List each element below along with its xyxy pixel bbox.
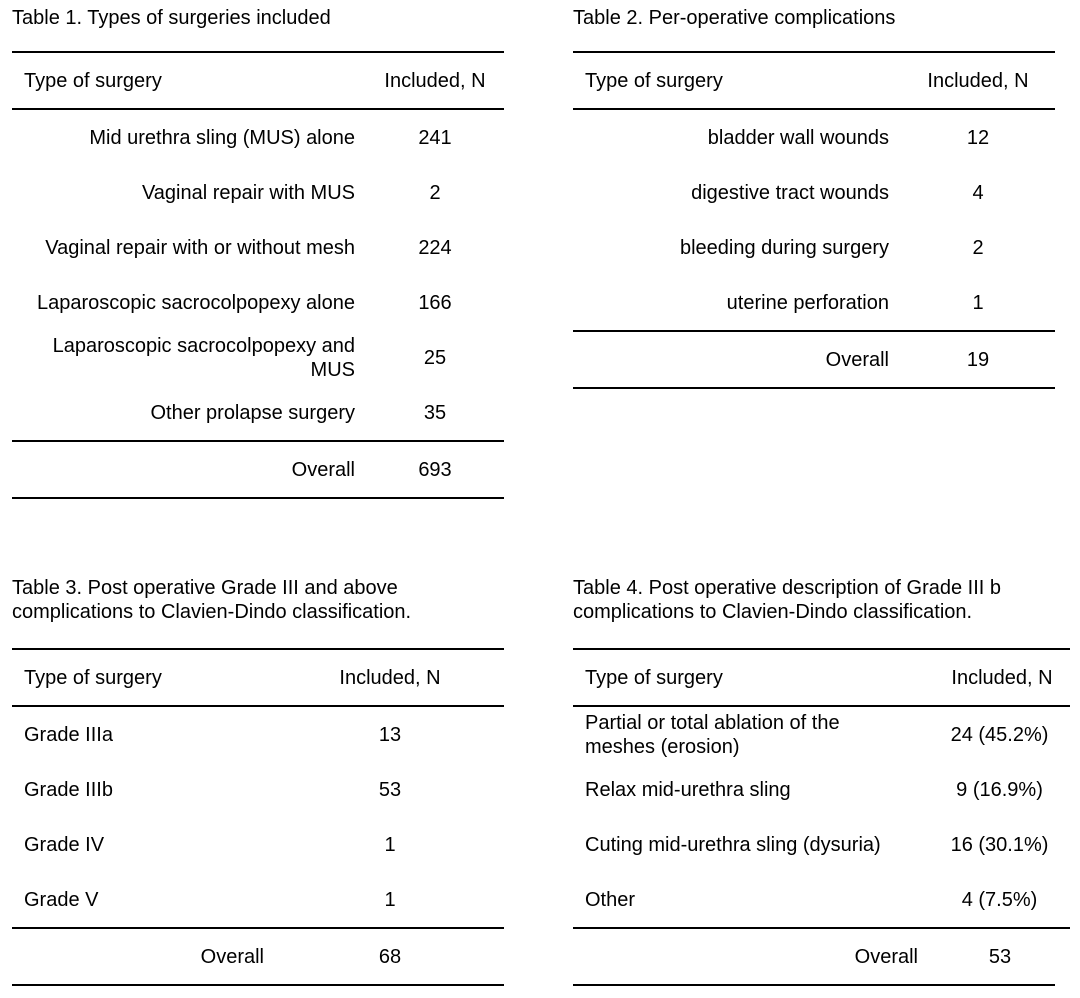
table-bottom-rule	[573, 387, 1055, 389]
total-value: 53	[988, 945, 1012, 968]
total-label: Overall	[825, 348, 889, 371]
row-value: 224	[418, 236, 452, 259]
total-label: Overall	[200, 945, 264, 968]
row-value: 1	[384, 833, 396, 856]
row-value: 4 (7.5%)	[961, 888, 1038, 911]
table-1	[12, 6, 504, 502]
total-label: Overall	[291, 458, 355, 481]
table-caption: Table 3. Post operative Grade III and above complications to Clavien-Dindo classification.	[12, 577, 412, 623]
row-value: 166	[418, 291, 452, 314]
row-label: uterine perforation	[726, 291, 889, 314]
row-label: digestive tract wounds	[691, 181, 889, 204]
row-value: 9 (16.9%)	[956, 778, 1043, 801]
table-bottom-rule	[573, 984, 1055, 986]
row-label: Laparoscopic sacrocolpopexy alone	[37, 291, 355, 314]
header-label: Type of surgery	[585, 666, 723, 689]
row-label: Vaginal repair with MUS	[141, 181, 355, 204]
header-value: Included, N	[339, 666, 441, 689]
table-caption: Table 2. Per-operative complications	[573, 7, 896, 29]
header-value: Included, N	[951, 666, 1053, 689]
row-value: 12	[966, 126, 990, 149]
total-value: 693	[418, 458, 452, 481]
row-value: 24 (45.2%)	[950, 723, 1049, 746]
row-value: 25	[423, 346, 447, 369]
row-value: 2	[429, 181, 441, 204]
header-label: Type of surgery	[24, 69, 162, 92]
row-label: Grade IIIa	[24, 723, 113, 746]
header-label: Type of surgery	[24, 666, 162, 689]
row-label: Other	[585, 888, 636, 911]
row-value: 2	[972, 236, 984, 259]
row-label: bladder wall wounds	[707, 126, 889, 149]
table-3	[12, 576, 504, 990]
total-label: Overall	[854, 945, 918, 968]
row-value: 13	[378, 723, 402, 746]
row-label: Laparoscopic sacrocolpopexy and MUS	[52, 334, 355, 381]
table-caption: Table 1. Types of surgeries included	[12, 7, 331, 29]
row-value: 4	[972, 181, 984, 204]
row-label: Grade IIIb	[24, 778, 113, 801]
row-label: Cuting mid-urethra sling (dysuria)	[585, 833, 881, 856]
total-value: 19	[966, 348, 990, 371]
row-label: Relax mid-urethra sling	[585, 778, 791, 801]
row-value: 16 (30.1%)	[950, 833, 1049, 856]
row-value: 241	[418, 126, 452, 149]
row-label: Grade IV	[24, 833, 105, 856]
row-value: 1	[384, 888, 396, 911]
row-label: Grade V	[24, 888, 99, 911]
table-bottom-rule	[12, 984, 504, 986]
row-label: Vaginal repair with or without mesh	[45, 236, 355, 259]
row-value: 35	[423, 401, 447, 424]
header-value: Included, N	[927, 69, 1029, 92]
row-label: bleeding during surgery	[679, 236, 889, 259]
total-value: 68	[378, 945, 402, 968]
row-label: Other prolapse surgery	[150, 401, 355, 424]
table-caption: Table 4. Post operative description of Grade III b complications to Clavien-Dindo classification.	[573, 577, 1002, 623]
header-value: Included, N	[384, 69, 486, 92]
row-value: 1	[972, 291, 984, 314]
table-bottom-rule	[12, 497, 504, 499]
row-label: Partial or total ablation of the meshes (erosion)	[585, 711, 840, 758]
table-4	[573, 576, 1070, 990]
row-label: Mid urethra sling (MUS) alone	[89, 126, 355, 149]
table-2	[573, 6, 1055, 392]
header-label: Type of surgery	[585, 69, 723, 92]
row-value: 53	[378, 778, 402, 801]
